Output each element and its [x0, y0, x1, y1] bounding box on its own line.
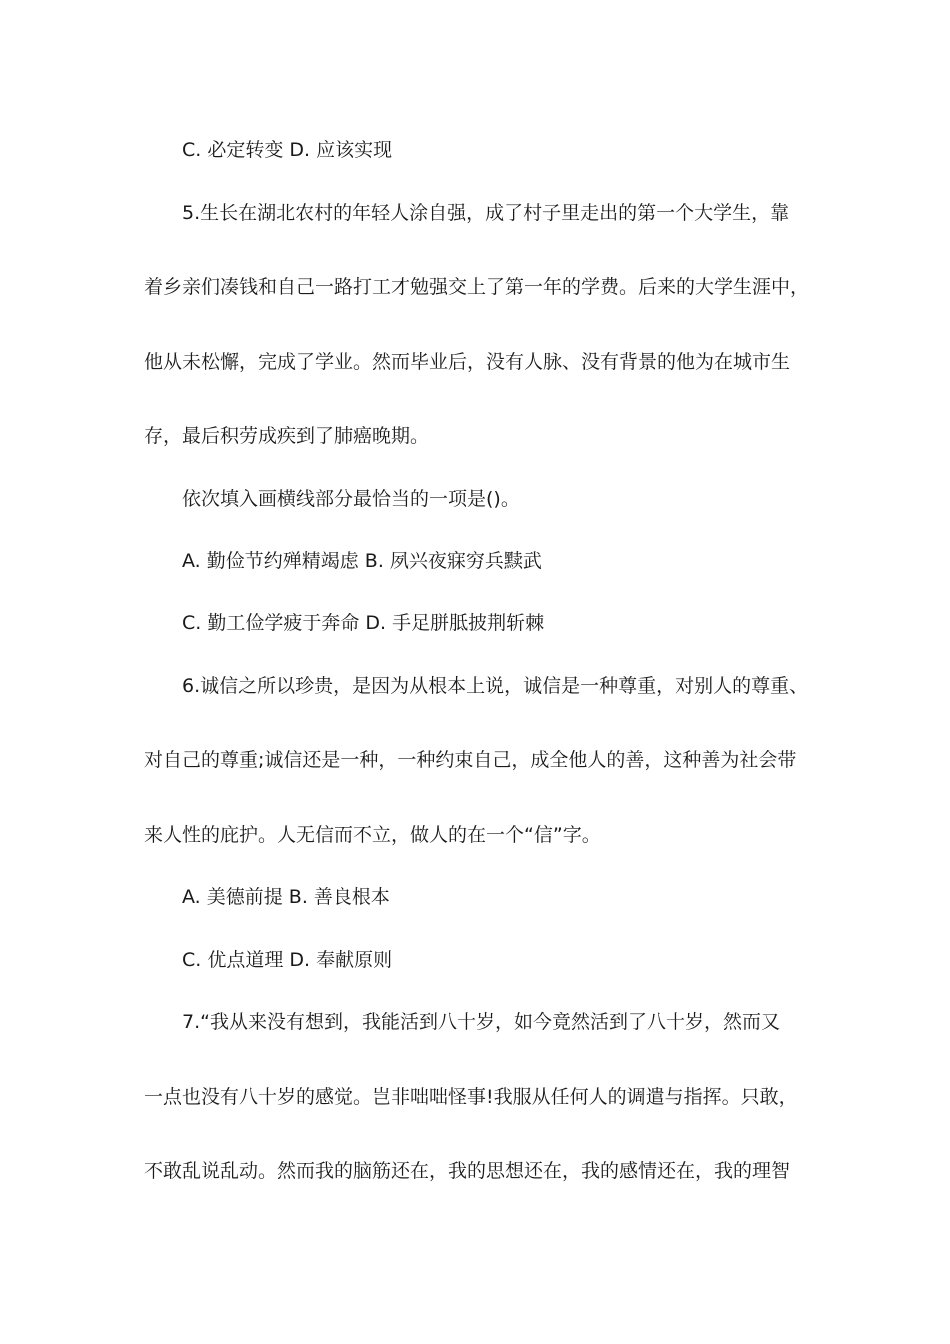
- question-5-line-1: 5.生长在湖北农村的年轻人涂自强，成了村子里走出的第一个大学生，靠: [182, 202, 790, 224]
- question-6-line-1: 6.诚信之所以珍贵，是因为从根本上说，诚信是一种尊重，对别人的尊重、: [182, 675, 809, 697]
- question-5-prompt: 依次填入画横线部分最恰当的一项是()。: [182, 488, 520, 510]
- option-line-cd-q5: C. 勤工俭学疲于奔命 D. 手足胼胝披荆斩棘: [182, 612, 545, 634]
- question-6-line-2: 对自己的尊重;诚信还是一种，一种约束自己，成全他人的善，这种善为社会带: [144, 749, 797, 771]
- question-5-line-3: 他从未松懈，完成了学业。然而毕业后，没有人脉、没有背景的他为在城市生: [144, 351, 791, 373]
- option-line-cd-q4: C. 必定转变 D. 应该实现: [182, 139, 393, 161]
- question-7-line-2: 一点也没有八十岁的感觉。岂非咄咄怪事!我服从任何人的调遣与指挥。只敢，: [144, 1086, 798, 1108]
- option-line-ab-q5: A. 勤俭节约殚精竭虑 B. 夙兴夜寐穷兵黩武: [182, 550, 542, 572]
- question-7-line-3: 不敢乱说乱动。然而我的脑筋还在，我的思想还在，我的感情还在，我的理智: [144, 1160, 791, 1182]
- option-line-ab-q6: A. 美德前提 B. 善良根本: [182, 886, 390, 908]
- question-6-line-3: 来人性的庇护。人无信而不立，做人的在一个“信”字。: [144, 824, 601, 846]
- question-5-line-4: 存，最后积劳成疾到了肺癌晚期。: [144, 425, 430, 447]
- question-7-line-1: 7.“我从来没有想到，我能活到八十岁，如今竟然活到了八十岁，然而又: [182, 1011, 780, 1033]
- question-5-line-2: 着乡亲们凑钱和自己一路打工才勉强交上了第一年的学费。后来的大学生涯中，: [144, 276, 810, 298]
- option-line-cd-q6: C. 优点道理 D. 奉献原则: [182, 949, 393, 971]
